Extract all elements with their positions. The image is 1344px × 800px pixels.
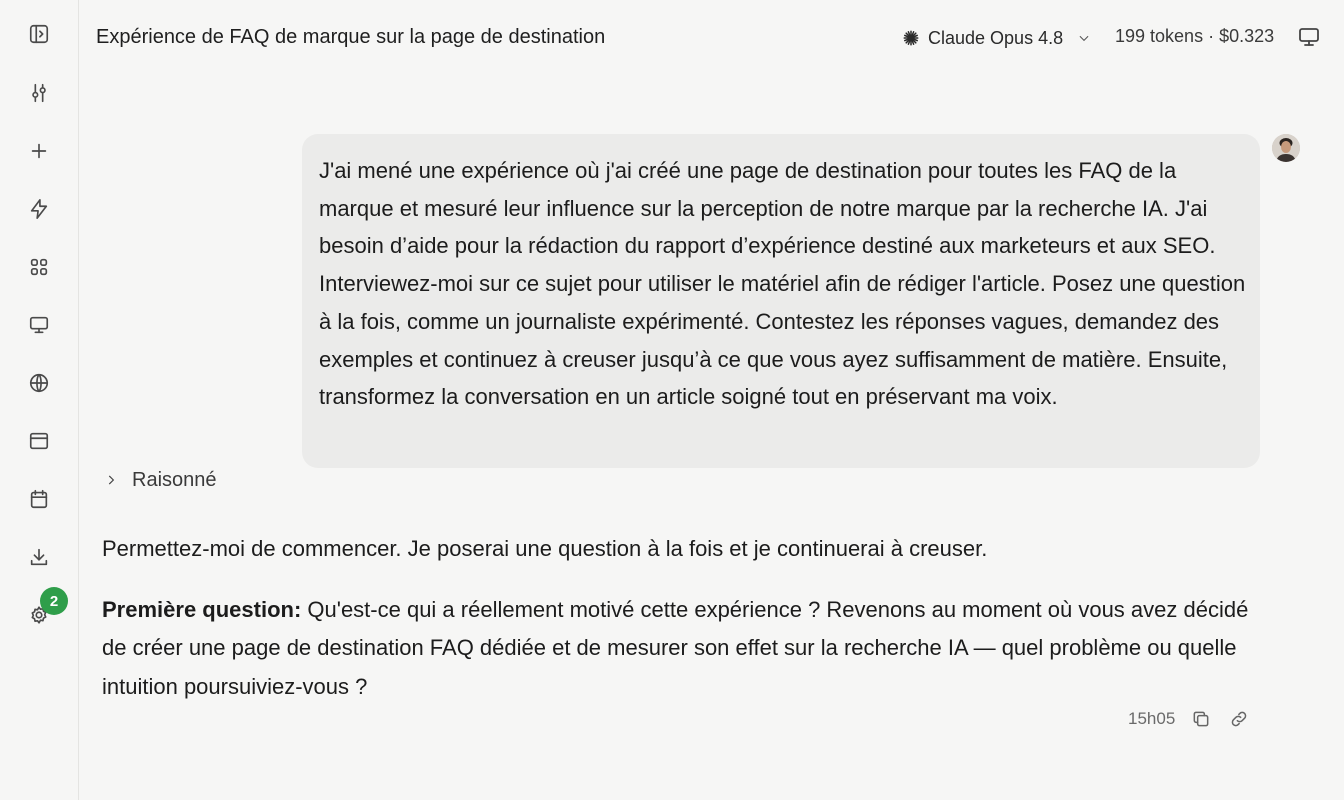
sidebar-item-desktop[interactable] <box>24 310 54 340</box>
monitor-icon <box>28 314 50 336</box>
sidebar-item-apps[interactable] <box>24 252 54 282</box>
apps-grid-icon <box>28 256 50 278</box>
monitor-icon <box>1297 25 1321 49</box>
reasoning-toggle[interactable] <box>104 466 217 494</box>
model-selector[interactable] <box>902 26 1091 50</box>
sidebar-toggle-button[interactable] <box>24 19 54 49</box>
chevron-right-icon <box>104 473 118 487</box>
share-link-button[interactable] <box>1227 707 1251 731</box>
sidebar-item-web[interactable] <box>24 368 54 398</box>
sliders-icon <box>28 82 50 104</box>
user-avatar-icon <box>1272 134 1300 162</box>
sidebar-item-settings-sliders[interactable] <box>24 78 54 108</box>
conversation-title[interactable]: Expérience de FAQ de marque sur la page de destination <box>96 26 606 48</box>
assistant-message <box>102 530 1272 728</box>
browser-window-icon <box>28 430 50 452</box>
display-toggle-button[interactable] <box>1296 24 1322 50</box>
globe-icon <box>28 372 50 394</box>
question-text: Qu'est-ce qui a réellement motivé cette expérience ? Revenons au moment où vous avez décidé de créer une page de destination FAQ dédiée et de mesurer son effet sur la recherche IA — quel problème ou quelle intuition poursuiviez-vous ? <box>102 596 1249 699</box>
sidebar-item-downloads[interactable] <box>24 542 54 572</box>
sidebar <box>0 0 79 800</box>
claude-spark-icon <box>902 29 920 47</box>
copy-button[interactable] <box>1189 707 1213 731</box>
user-message: J'ai mené une expérience où j'ai créé une page de destination pour toutes les FAQ de la marque et mesuré leur influence sur la perception de notre marque par la recherche IA. J'ai besoin d’aide pour la rédaction du rapport d’expérience destiné aux marketeurs et aux SEO. Interviewez-moi sur ce sujet pour utiliser le matériel afin de rédiger l'article. Posez une question à la fois, comme un journaliste expérimenté. Contestez les réponses vagues, demandez des exemples et continuez à creuser jusqu’à ce que vous ayez suffisamment de matière. Ensuite, transformez la conversation en un article soigné tout en préservant ma voix. <box>302 134 1260 468</box>
assistant-question <box>102 591 1272 707</box>
model-name: Claude Opus 4.8 <box>928 27 1064 48</box>
link-icon <box>1229 709 1249 729</box>
copy-icon <box>1191 709 1211 729</box>
sidebar-item-calendar[interactable] <box>24 484 54 514</box>
sidebar-toggle-icon <box>28 23 50 45</box>
plus-icon <box>28 140 50 162</box>
calendar-icon <box>28 488 50 510</box>
new-chat-button[interactable] <box>24 136 54 166</box>
notification-badge: 2 <box>40 587 68 615</box>
assistant-intro: Permettez-moi de commencer. Je poserai une question à la fois et je continuerai à creuser. <box>102 536 988 561</box>
token-cost-info: 199 tokens · $0.323 <box>1115 26 1275 46</box>
message-footer <box>1128 706 1251 732</box>
sidebar-item-actions[interactable] <box>24 194 54 224</box>
chevron-down-icon <box>1077 31 1091 45</box>
sidebar-item-browser[interactable] <box>24 426 54 456</box>
avatar <box>1272 134 1300 162</box>
reasoning-label: Raisonné <box>132 468 217 491</box>
lightning-icon <box>28 198 50 220</box>
download-icon <box>28 546 50 568</box>
question-label: Première question: <box>102 596 302 622</box>
message-timestamp: 15h05 <box>1128 709 1176 728</box>
